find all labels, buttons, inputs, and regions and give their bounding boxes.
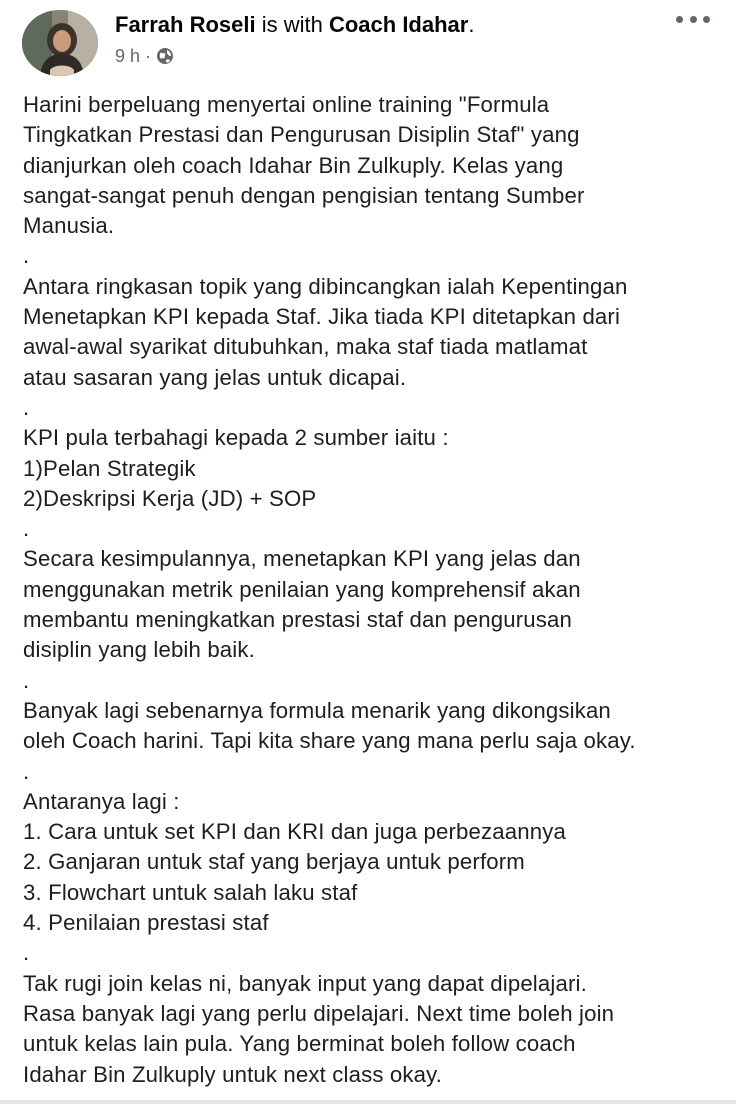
post-line: 1. Cara untuk set KPI dan KRI dan juga perbezaannya xyxy=(23,819,566,845)
post-line: Secara kesimpulannya, menetapkan KPI yang jelas dan xyxy=(23,546,581,572)
post-line: 1)Pelan Strategik xyxy=(23,455,196,481)
meta-separator: · xyxy=(145,46,152,66)
post-line: Tingkatkan Prestasi dan Pengurusan Disiplin Staf" yang xyxy=(23,122,580,148)
post-meta xyxy=(115,45,174,67)
post-line: membantu meningkatkan prestasi staf dan pengurusan xyxy=(23,607,572,633)
post-line: untuk kelas lain pula. Yang berminat boleh follow coach xyxy=(23,1031,576,1057)
name-period: . xyxy=(468,12,475,37)
post-line: . xyxy=(23,243,30,269)
author-name-link[interactable]: Farrah Roseli xyxy=(115,12,256,37)
post-line: dianjurkan oleh coach Idahar Bin Zulkuply. Kelas yang xyxy=(23,152,564,178)
more-dots-icon xyxy=(690,16,697,23)
post-line: . xyxy=(23,940,30,966)
post-line: Antaranya lagi : xyxy=(23,788,180,814)
avatar-photo xyxy=(22,10,98,76)
post-line: oleh Coach harini. Tapi kita share yang mana perlu saja okay. xyxy=(23,728,636,754)
with-text: is with xyxy=(255,12,329,37)
more-dots-icon xyxy=(703,16,710,23)
avatar[interactable] xyxy=(22,10,98,76)
post-line: . xyxy=(23,667,30,693)
post-line: Menetapkan KPI kepada Staf. Jika tiada KPI ditetapkan dari xyxy=(23,304,621,330)
post-line: 4. Penilaian prestasi staf xyxy=(23,910,269,936)
post-line: 2)Deskripsi Kerja (JD) + SOP xyxy=(23,485,317,511)
post-line: disiplin yang lebih baik. xyxy=(23,637,255,663)
post-line: Tak rugi join kelas ni, banyak input yang dapat dipelajari. xyxy=(23,970,587,996)
more-options-button[interactable] xyxy=(676,12,710,26)
post-line: . xyxy=(23,394,30,420)
post-line: . xyxy=(23,516,30,542)
post-line: Banyak lagi sebenarnya formula menarik yang dikongsikan xyxy=(23,697,611,723)
post-divider xyxy=(0,1100,736,1104)
post-line: KPI pula terbahagi kepada 2 sumber iaitu : xyxy=(23,425,449,451)
post-author-line xyxy=(115,12,474,38)
post-line: sangat-sangat penuh dengan pengisian tentang Sumber xyxy=(23,182,585,208)
post-line: Antara ringkasan topik yang dibincangkan ialah Kepentingan xyxy=(23,273,628,299)
tagged-user-link[interactable]: Coach Idahar xyxy=(328,12,469,37)
post-line: Harini berpeluang menyertai online training "Formula xyxy=(23,92,550,117)
post-line: atau sasaran yang jelas untuk dicapai. xyxy=(23,364,407,390)
post-line: 3. Flowchart untuk salah laku staf xyxy=(23,879,358,905)
post-line: . xyxy=(23,758,30,784)
post-body xyxy=(23,90,723,1090)
post-line: 2. Ganjaran untuk staf yang berjaya untuk perform xyxy=(23,849,525,875)
post-line: Manusia. xyxy=(23,213,115,239)
post-line: Idahar Bin Zulkuply untuk next class okay. xyxy=(23,1061,443,1087)
post-line: menggunakan metrik penilaian yang komprehensif akan xyxy=(23,576,581,602)
post-line: Rasa banyak lagi yang perlu dipelajari. Next time boleh join xyxy=(23,1000,615,1026)
post-line: awal-awal syarikat ditubuhkan, maka staf tiada matlamat xyxy=(23,334,588,360)
globe-icon[interactable] xyxy=(156,47,174,65)
post-timestamp[interactable]: 9 h xyxy=(115,46,141,66)
more-dots-icon xyxy=(676,16,683,23)
